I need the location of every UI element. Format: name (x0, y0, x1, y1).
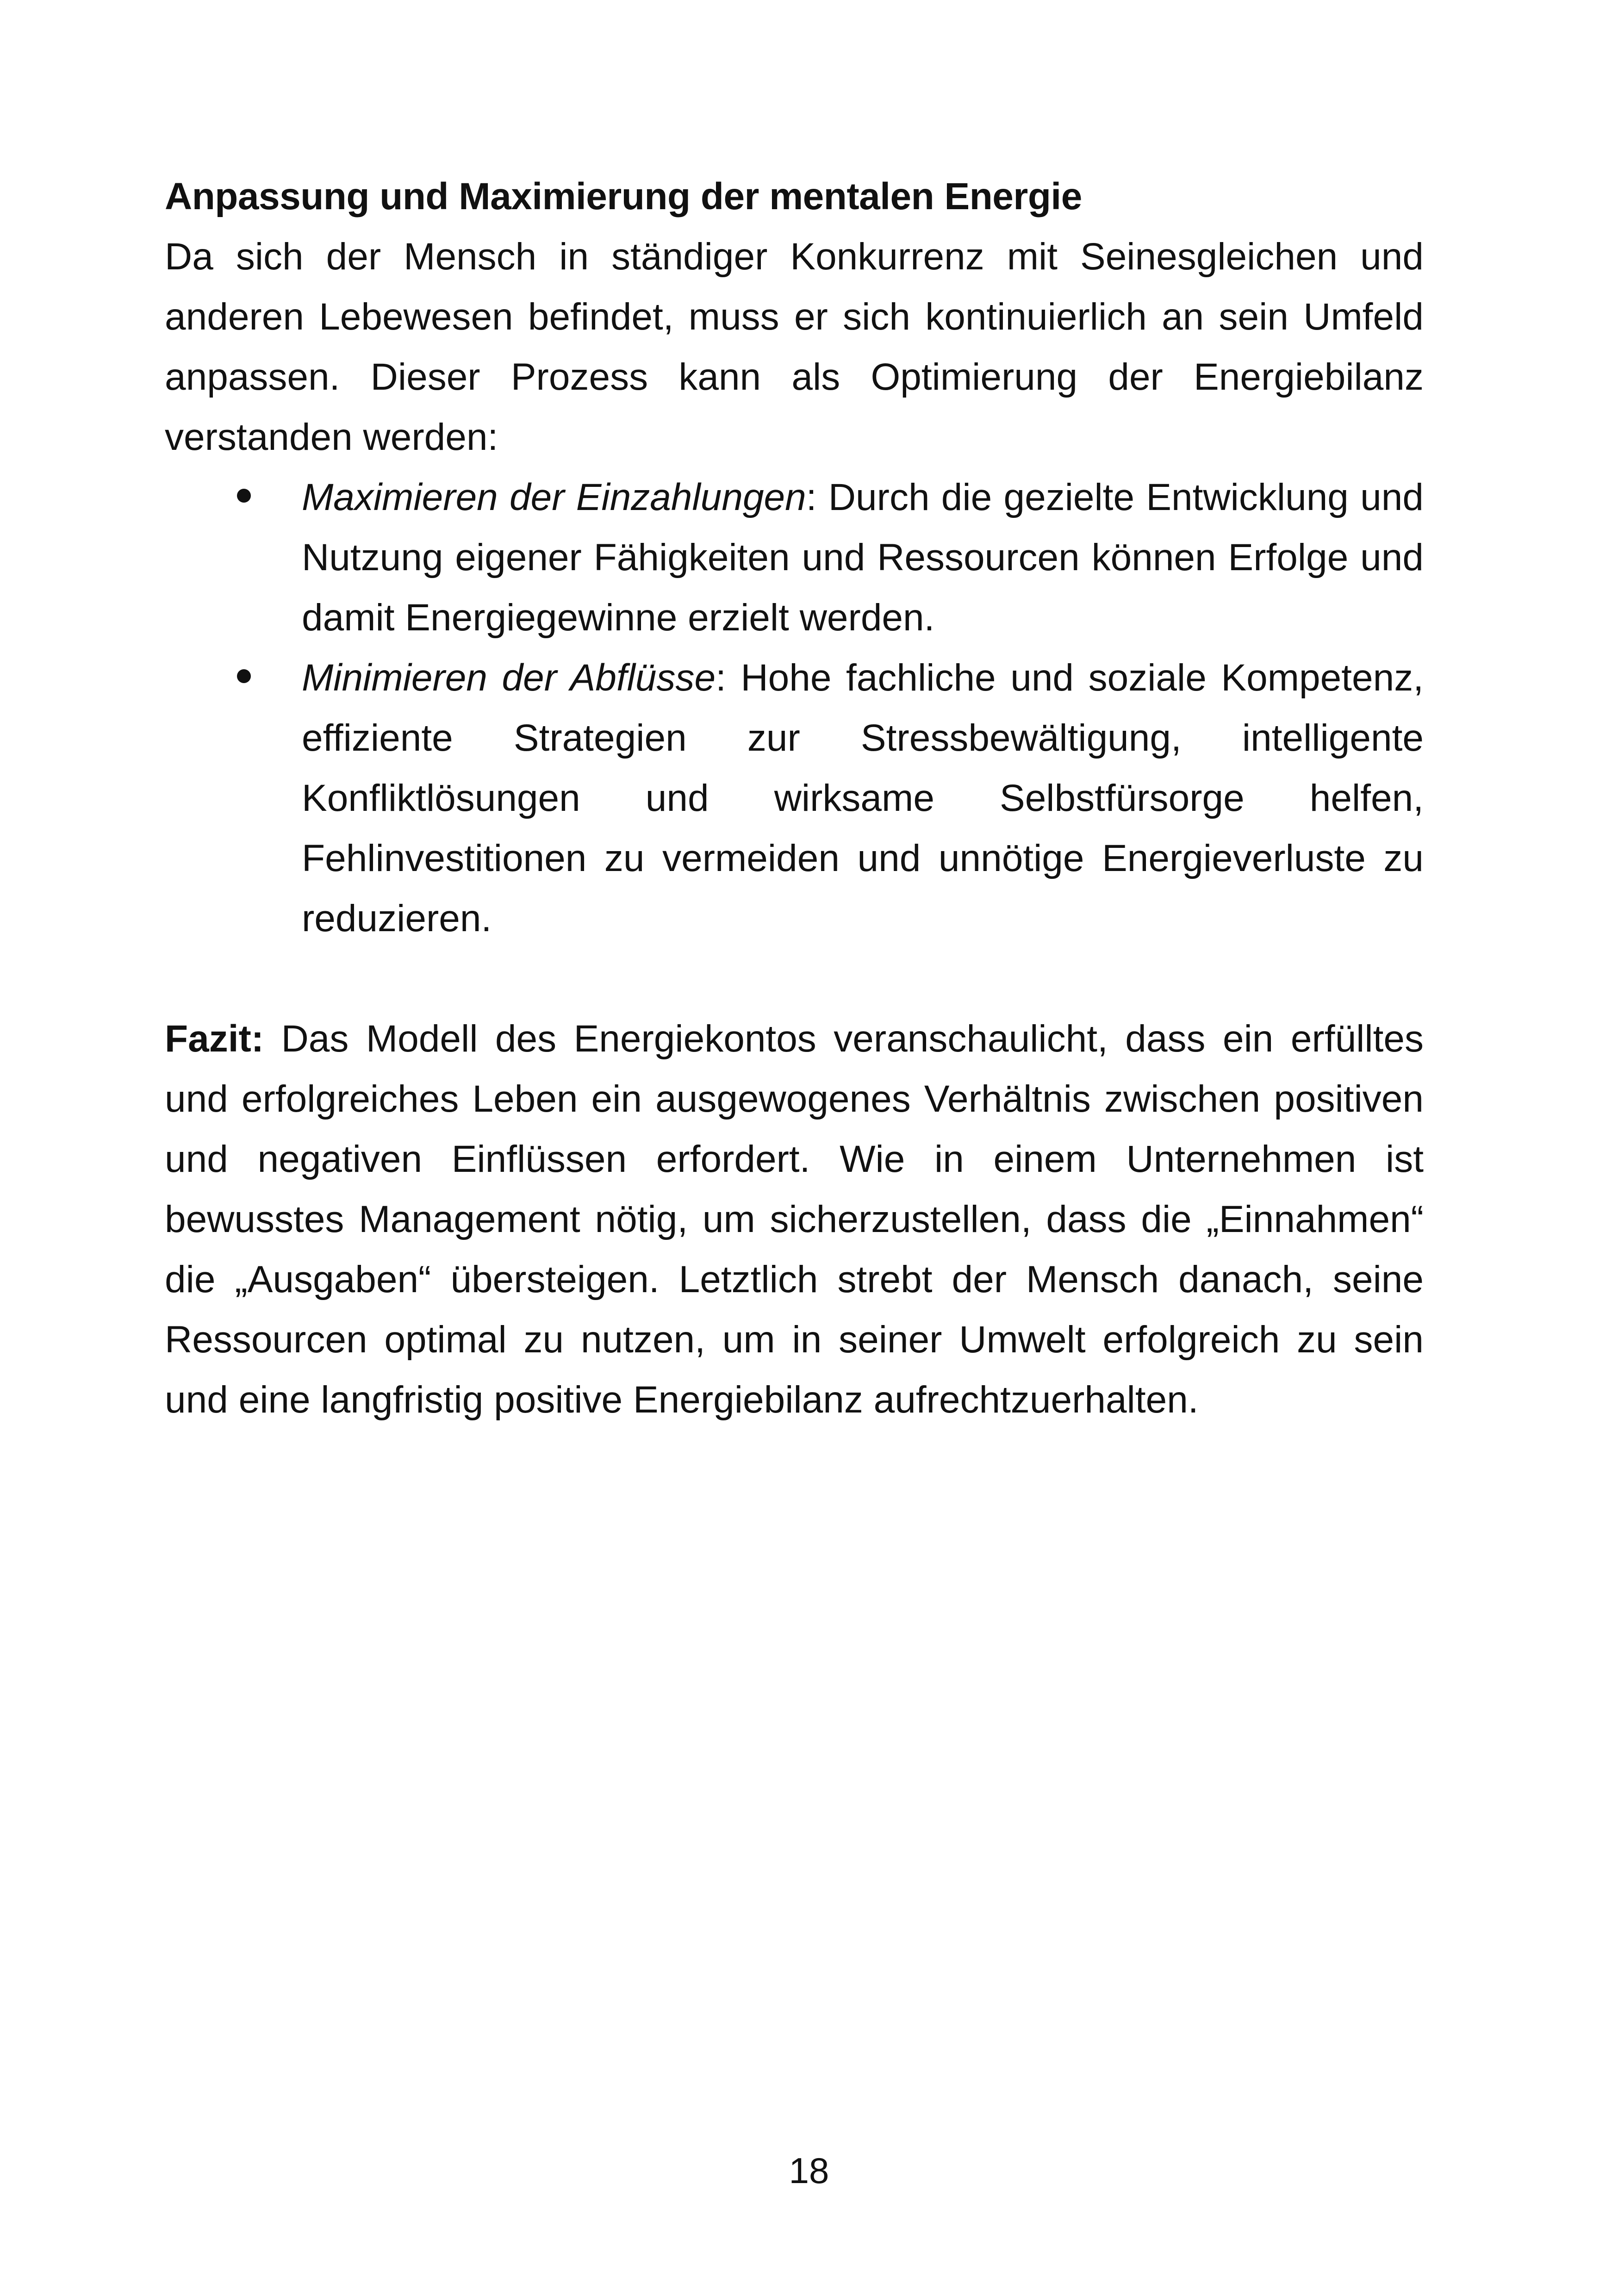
bullet-term: Maximieren der Einzahlungen (302, 476, 806, 518)
bullet-list (165, 467, 1424, 949)
bullet-item-einzahlungen (165, 467, 1424, 648)
page-number: 18 (789, 2150, 829, 2191)
conclusion-label: Fazit: (165, 1018, 264, 1060)
bullet-text: Durch die gezielte Entwicklung und Nutzung eigener Fähigkeiten und Ressourcen können Erfolge und damit Energiegewinne erzielt werden. (302, 476, 1424, 639)
bullet-dot-icon (237, 669, 251, 683)
bullet-dot-icon (237, 489, 251, 503)
bullet-separator: : (716, 657, 741, 699)
page-content (165, 167, 1424, 1430)
conclusion-paragraph (165, 1009, 1424, 1430)
paragraph-spacer (165, 949, 1424, 1009)
intro-paragraph: Da sich der Mensch in ständiger Konkurrenz mit Seinesgleichen und anderen Lebewesen befindet, muss er sich kontinuierlich an sein Umfeld anpassen. Dieser Prozess kann als Optimierung der Energiebilanz verstanden werden: (165, 236, 1424, 458)
conclusion-text: Das Modell des Energiekontos veranschaulicht, dass ein erfülltes und erfolgreiches Leben ein ausgewogenes Verhältnis zwischen positiven und negativen Einflüssen erfordert. Wie in einem Unternehmen ist bewusstes Management nötig, um sicherzustellen, dass die „Einnahmen“ die „Ausgaben“ übersteigen. Letztlich strebt der Mensch danach, seine Ressourcen optimal zu nutzen, um in seiner Umwelt erfolgreich zu sein und eine langfristig positive Energiebilanz aufrechtzuerhalten. (165, 1018, 1424, 1421)
section-heading: Anpassung und Maximierung der mentalen Energie (165, 175, 1082, 218)
bullet-separator: : (806, 476, 828, 518)
bullet-term: Minimieren der Abflüsse (302, 657, 716, 699)
bullet-item-abfluesse (165, 648, 1424, 949)
bullet-text: Hohe fachliche und soziale Kompetenz, effiziente Strategien zur Stressbewältigung, intelligente Konfliktlösungen und wirksame Selbstfürsorge helfen, Fehlinvestitionen zu vermeiden und unnötige Energieverluste zu reduzieren. (302, 657, 1424, 940)
